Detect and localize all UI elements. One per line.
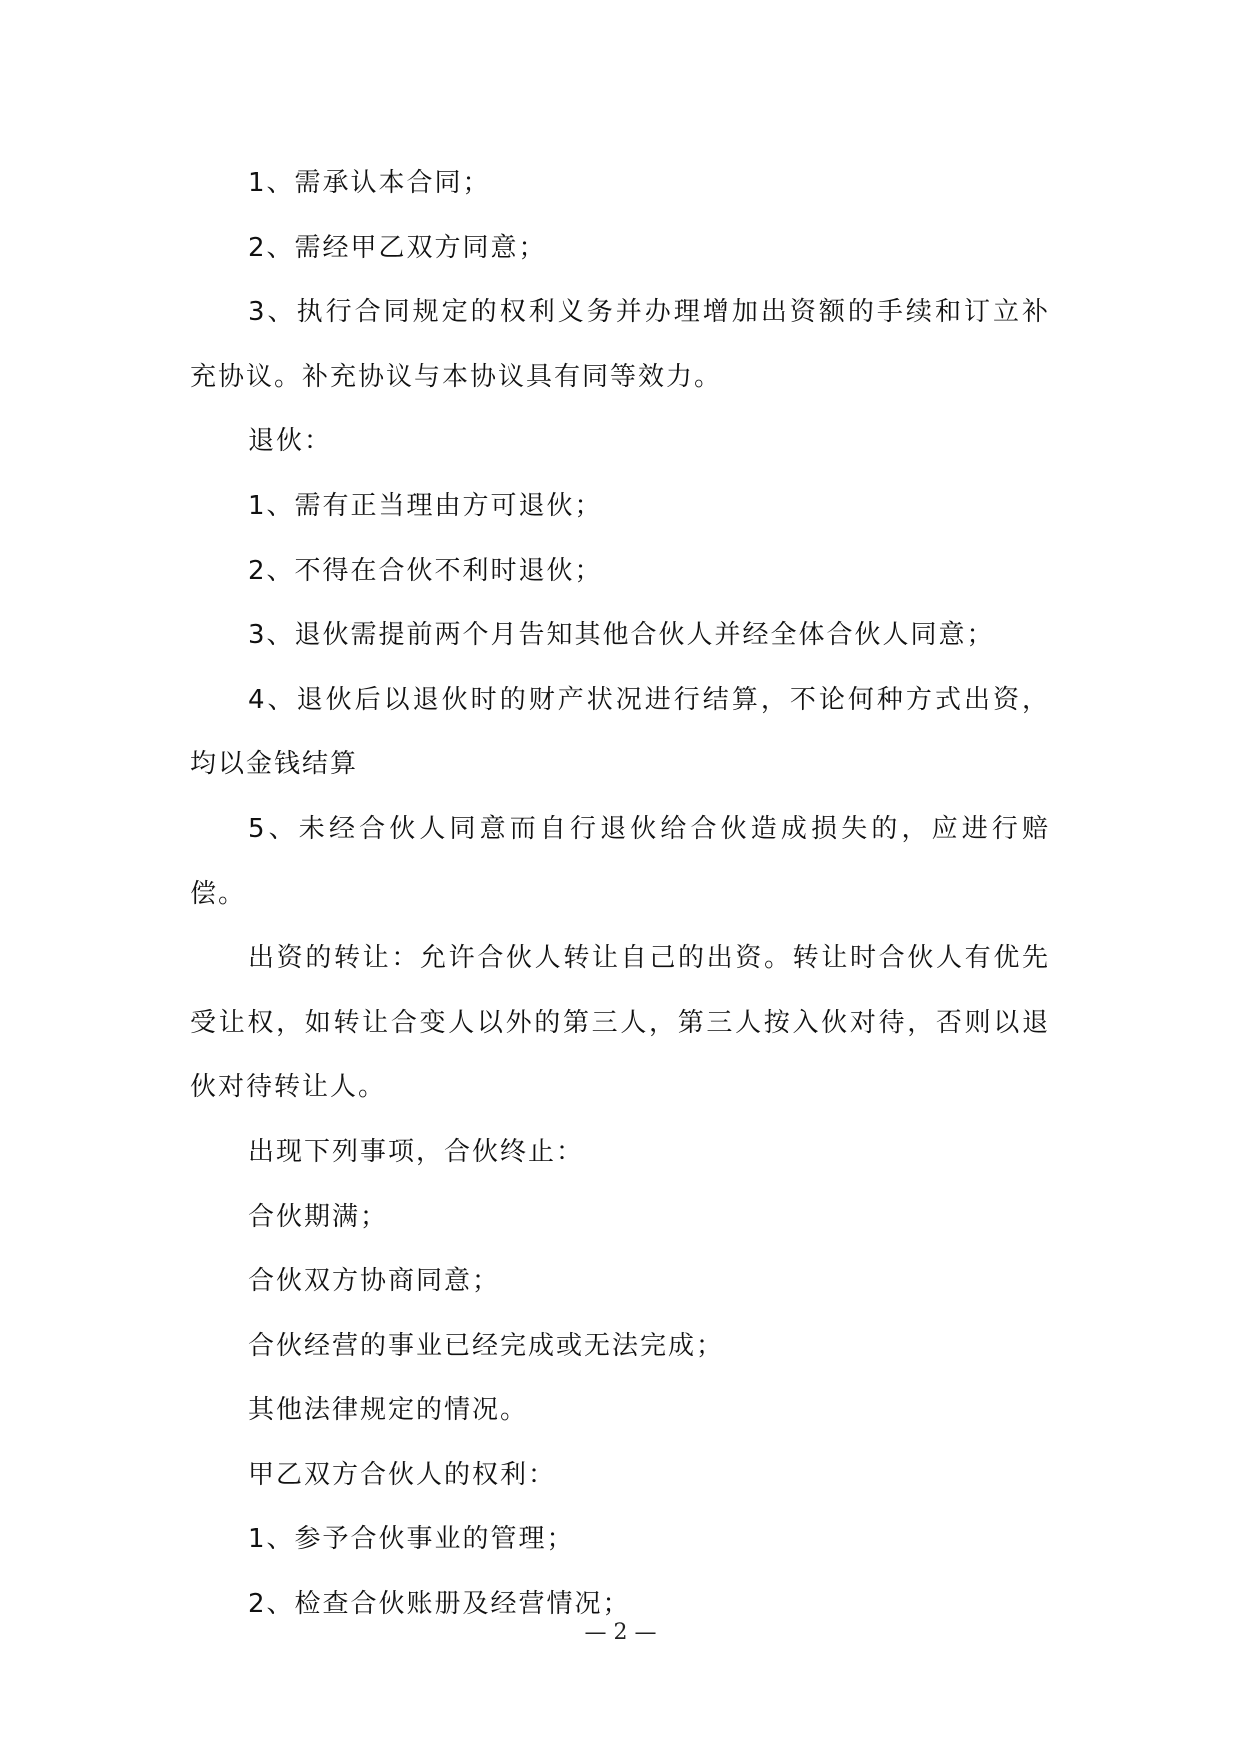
paragraph-admission-3: 3、执行合同规定的权利义务并办理增加出资额的手续和订立补充协议。补充协议与本协议具有同等效力。 xyxy=(190,297,1050,392)
paragraph-termination-3: 合伙经营的事业已经完成或无法完成； xyxy=(248,1330,725,1361)
paragraph-admission-2: 2、需经甲乙双方同意； xyxy=(248,232,547,263)
document-body xyxy=(190,151,1050,1637)
paragraph-termination-2: 合伙双方协商同意； xyxy=(248,1266,501,1297)
heading-partner-rights: 甲乙双方合伙人的权利： xyxy=(248,1459,557,1490)
paragraph-withdrawal-3: 3、退伙需提前两个月告知其他合伙人并经全体合伙人同意； xyxy=(248,620,995,651)
page-number: — 2 — xyxy=(584,1620,657,1645)
paragraph-withdrawal-5: 5、未经合伙人同意而自行退伙给合伙造成损失的，应进行赔偿。 xyxy=(190,813,1050,909)
paragraph-rights-2: 2、检查合伙账册及经营情况； xyxy=(248,1589,631,1620)
heading-termination: 出现下列事项，合伙终止： xyxy=(248,1136,585,1167)
paragraph-withdrawal-2: 2、不得在合伙不利时退伙； xyxy=(248,555,603,586)
heading-withdrawal: 退伙： xyxy=(248,426,333,457)
paragraph-withdrawal-1: 1、需有正当理由方可退伙； xyxy=(248,490,603,521)
paragraph-termination-1: 合伙期满； xyxy=(248,1201,389,1232)
paragraph-termination-4: 其他法律规定的情况。 xyxy=(248,1395,529,1426)
paragraph-capital-transfer: 出资的转让：允许合伙人转让自己的出资。转让时合伙人有优先受让权，如转让合变人以外的第三人，第三人按入伙对待，否则以退伙对待转让人。 xyxy=(190,943,1050,1103)
paragraph-withdrawal-4: 4、退伙后以退伙时的财产状况进行结算，不论何种方式出资，均以金钱结算 xyxy=(190,684,1050,780)
paragraph-rights-1: 1、参予合伙事业的管理； xyxy=(248,1524,575,1555)
paragraph-admission-1: 1、需承认本合同； xyxy=(248,168,491,198)
